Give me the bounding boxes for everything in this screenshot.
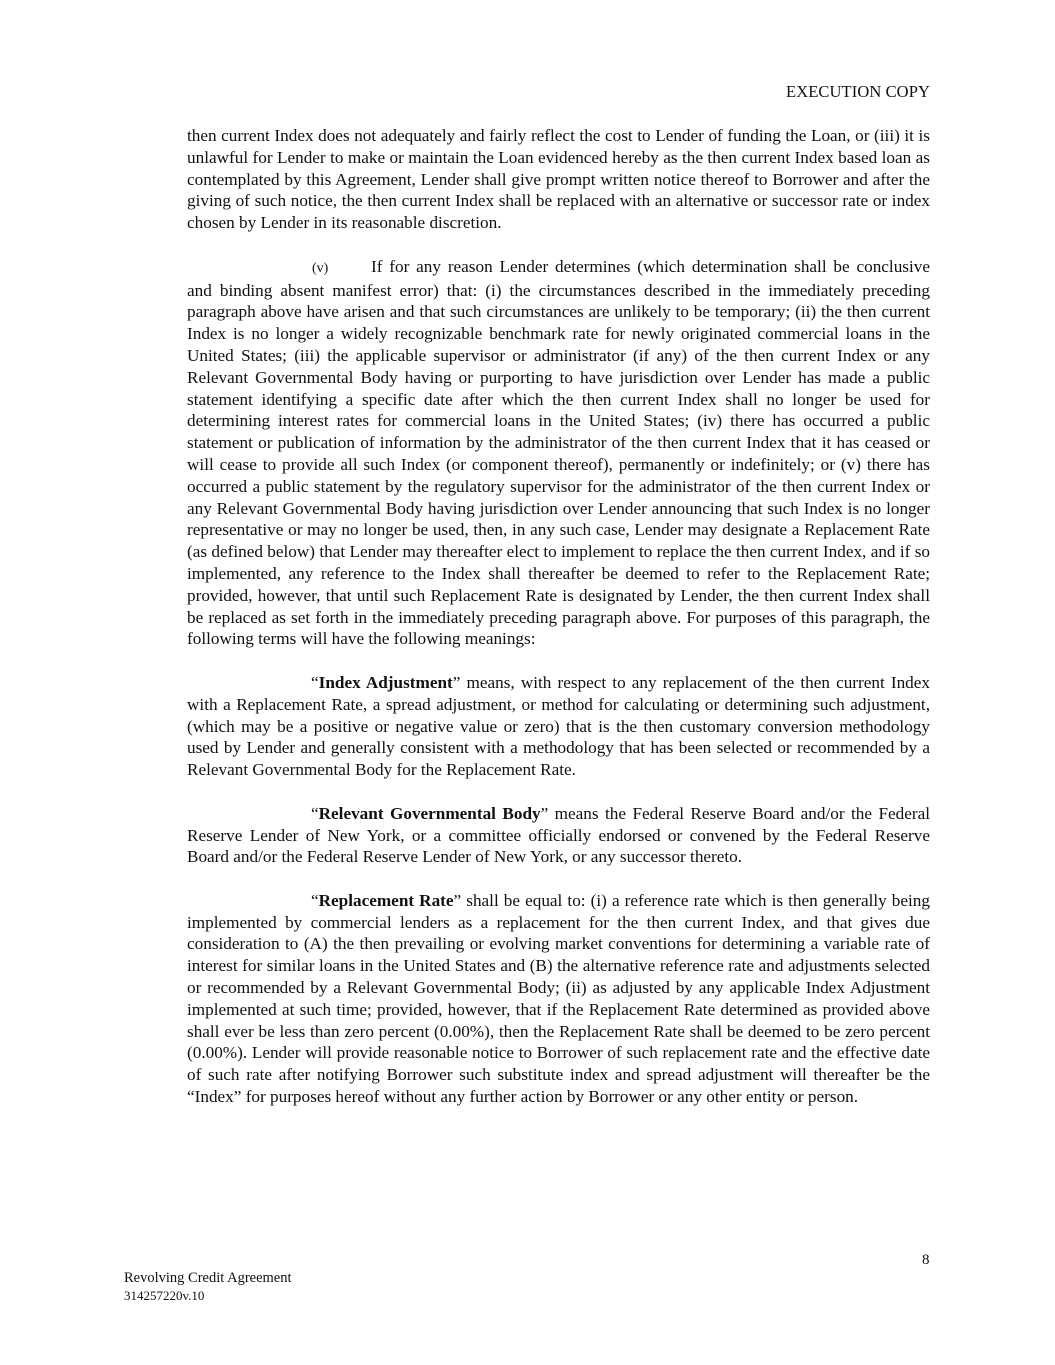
page-number: 8 — [922, 1252, 930, 1268]
paragraph-label: (v) — [312, 260, 329, 276]
defined-term: Replacement Rate — [318, 890, 454, 910]
close-quote: ” — [452, 672, 461, 692]
close-quote: ” — [540, 803, 549, 823]
defined-term: Relevant Governmental Body — [318, 803, 541, 823]
definition-text: means the Federal Reserve Board and/or the Federal Reserve Lender of New York, or a committee officially endorsed or convened by the Federal Reserve Board and/or the Federal Reserve Lender of New York, or any successor thereto. — [187, 803, 930, 867]
defined-term: Index Adjustment — [318, 672, 453, 692]
execution-copy-header: EXECUTION COPY — [786, 82, 930, 101]
close-quote: ” — [453, 890, 462, 910]
definition-replacement-rate — [187, 890, 930, 1108]
definition-text: shall be equal to: (i) a reference rate which is then generally being implemented by commercial lenders as a replacement for the then current Index, and that gives due consideration to (A) the then prevailing or evolving market conventions for determining a variable rate of interest for similar loans in the United States and (B) the alternative reference rate and adjustments selected or recommended by a Relevant Governmental Body; (ii) as adjusted by any applicable Index Adjustment implemented at such time; provided, however, that if the Replacement Rate determined as provided above shall ever be less than zero percent (0.00%), then the Replacement Rate shall be deemed to be zero percent (0.00%). Lender will provide reasonable notice to Borrower of such replacement rate and the effective date of such rate after notifying Borrower such substitute index and spread adjustment will thereafter be the “Index” for purposes hereof without any further action by Borrower or any other entity or person. — [187, 890, 930, 1107]
document-title: Revolving Credit Agreement — [124, 1270, 292, 1286]
definition-text: means, with respect to any replacement of the then current Index with a Replacement Rate, a spread adjustment, or method for calculating or determining such adjustment, (which may be a positive or negative value or zero) that is the then customary conversion methodology used by Lender and generally consistent with a methodology that has been selected or recommended by a Relevant Governmental Body for the Replacement Rate. — [187, 672, 931, 780]
paragraph-continuation: then current Index does not adequately and fairly reflect the cost to Lender of funding the Loan, or (iii) it is unlawful for Lender to make or maintain the Loan evidenced hereby as the then current Index based loan as contemplated by this Agreement, Lender shall give prompt written notice thereof to Borrower and after the giving of such notice, the then current Index shall be replaced with an alternative or successor rate or index chosen by Lender in its reasonable discretion. — [187, 126, 930, 233]
paragraph-v-text: If for any reason Lender determines (which determination shall be conclusive and binding absent manifest error) that: (i) the circumstances described in the immediately preceding paragraph above have arisen and that such circumstances are unlikely to be temporary; (ii) the then current Index is no longer a widely recognizable benchmark rate for newly originated commercial loans in the United States; (iii) the applicable supervisor or administrator (if any) of the then current Index or any Relevant Governmental Body having or purporting to have jurisdiction over Lender has made a public statement identifying a specific date after which the then current Index shall no longer be used for determining interest rates for commercial loans in the United States; (iv) there has occurred a public statement or publication of information by the administrator of the then current Index that it has ceased or will cease to provide all such Index (or component thereof), permanently or indefinitely; or (v) there has occurred a public statement by the regulatory supervisor for the administrator of the then current Index or any Relevant Governmental Body having jurisdiction over Lender announcing that such Index is no longer representative or may no longer be used, then, in any such case, Lender may designate a Replacement Rate (as defined below) that Lender may thereafter elect to implement to replace the then current Index, and if so implemented, any reference to the Index shall thereafter be deemed to refer to the Replacement Rate; provided, however, that until such Replacement Rate is designated by Lender, the then current Index shall be replaced as set forth in the immediately preceding paragraph above. For purposes of this paragraph, the following terms will have the following meanings: — [187, 256, 930, 649]
open-quote: “ — [311, 890, 319, 910]
open-quote: “ — [311, 803, 319, 823]
paragraph-v — [187, 256, 930, 650]
document-body — [187, 125, 930, 1130]
footer — [124, 1270, 292, 1304]
open-quote: “ — [311, 672, 319, 692]
definition-index-adjustment — [187, 672, 930, 781]
definition-relevant-governmental-body — [187, 803, 930, 868]
document-id: 314257220v.10 — [124, 1288, 205, 1303]
